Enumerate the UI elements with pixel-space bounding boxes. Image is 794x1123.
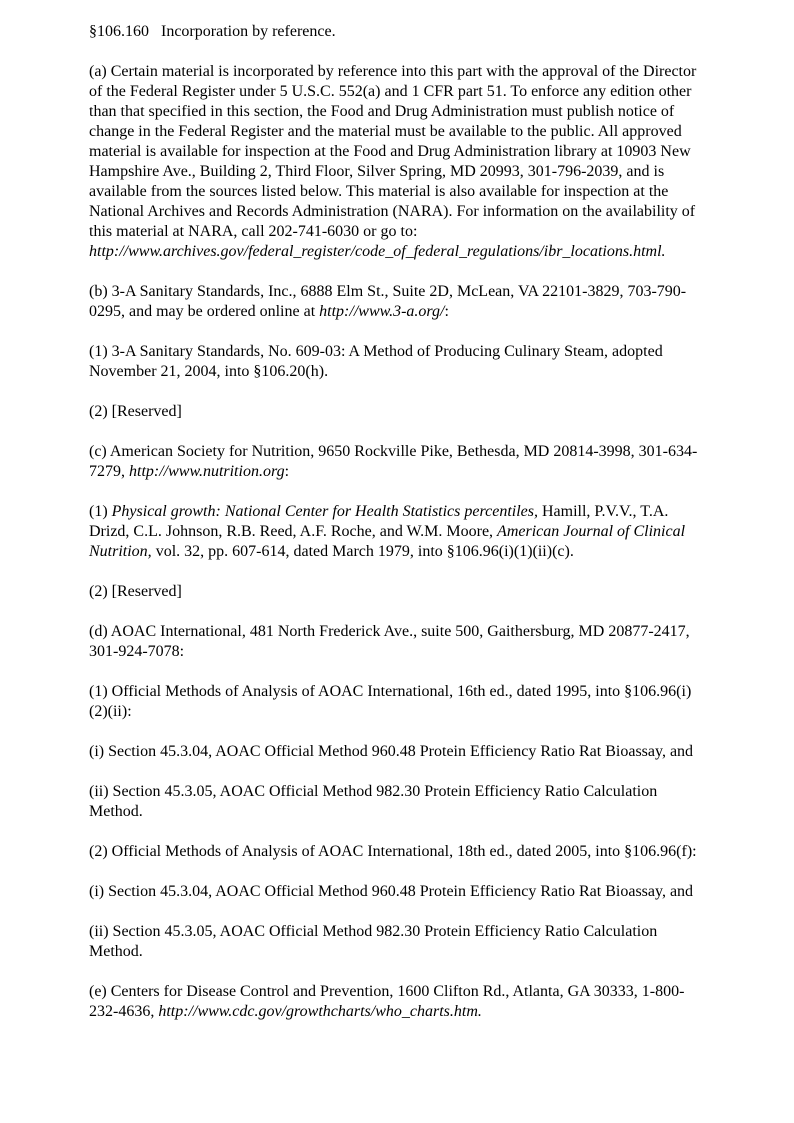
paragraph-b-text: (b) 3-A Sanitary Standards, Inc., 6888 Elm St., Suite 2D, McLean, VA 22101-3829, 703-790-0295, and may be ordered online at bbox=[89, 283, 687, 320]
paragraph-b bbox=[89, 282, 709, 322]
paragraph-a bbox=[89, 62, 709, 262]
paragraph-b2: (2) [Reserved] bbox=[89, 403, 182, 420]
paragraph-d1-ii: (ii) Section 45.3.05, AOAC Official Method 982.30 Protein Efficiency Ratio Calculation Method. bbox=[89, 783, 658, 820]
paragraph-c1-prefix: (1) bbox=[89, 503, 108, 520]
paragraph-b1: (1) 3-A Sanitary Standards, No. 609-03: A Method of Producing Culinary Steam, adopted November 21, 2004, into §106.20(h). bbox=[89, 343, 663, 380]
3a-org-link[interactable]: http://www.3-a.org/ bbox=[319, 303, 445, 320]
nara-ibr-link[interactable]: http://www.archives.gov/federal_register/code_of_federal_regulations/ibr_locations.html. bbox=[89, 243, 666, 260]
paragraph-d1: (1) Official Methods of Analysis of AOAC International, 16th ed., dated 1995, into §106.96(i)(2)(ii): bbox=[89, 683, 692, 720]
section-title: Incorporation by reference. bbox=[161, 23, 336, 40]
paragraph-c1-authors: Hamill, P.V.V., T.A. Drizd, C.L. Johnson, R.B. Reed, A.F. Roche, and W.M. Moore, bbox=[89, 503, 669, 540]
paragraph-c2: (2) [Reserved] bbox=[89, 583, 182, 600]
paragraph-c bbox=[89, 442, 709, 482]
paragraph-d2-i: (i) Section 45.3.04, AOAC Official Method 960.48 Protein Efficiency Ratio Rat Bioassay, and bbox=[89, 883, 694, 900]
paragraph-c1 bbox=[89, 502, 709, 562]
paragraph-c1-title: Physical growth: National Center for Health Statistics percentiles, bbox=[111, 503, 538, 520]
paragraph-d2: (2) Official Methods of Analysis of AOAC International, 18th ed., dated 2005, into §106.96(f): bbox=[89, 843, 697, 860]
section-number: §106.160 bbox=[89, 23, 149, 40]
cdc-growthcharts-link[interactable]: http://www.cdc.gov/growthcharts/who_charts.htm. bbox=[158, 1003, 482, 1020]
paragraph-d1-i: (i) Section 45.3.04, AOAC Official Method 960.48 Protein Efficiency Ratio Rat Bioassay, and bbox=[89, 743, 694, 760]
nutrition-org-link[interactable]: http://www.nutrition.org bbox=[129, 463, 285, 480]
paragraph-b-tail: : bbox=[444, 303, 449, 320]
paragraph-c-text: (c) American Society for Nutrition, 9650 Rockville Pike, Bethesda, MD 20814-3998, 301-634-7279, bbox=[89, 443, 698, 480]
paragraph-a-text: (a) Certain material is incorporated by reference into this part with the approval of the Director of the Federal Register under 5 U.S.C. 552(a) and 1 CFR part 51. To enforce any edition other than that specified in this section, the Food and Drug Administration must publish notice of change in the Federal Register and the material must be available to the public. All approved material is available for inspection at the Food and Drug Administration library at 10903 New Hampshire Ave., Building 2, Third Floor, Silver Spring, MD 20993, 301-796-2039, and is available from the sources listed below. This material is also available for inspection at the National Archives and Records Administration (NARA). For information on the availability of this material at NARA, call 202-741-6030 or go to: bbox=[89, 63, 697, 240]
paragraph-e bbox=[89, 982, 709, 1022]
paragraph-c1-rest: vol. 32, pp. 607-614, dated March 1979, into §106.96(i)(1)(ii)(c). bbox=[155, 543, 574, 560]
section-heading bbox=[89, 22, 709, 42]
document-page bbox=[89, 22, 709, 1042]
paragraph-e-text: (e) Centers for Disease Control and Prevention, 1600 Clifton Rd., Atlanta, GA 30333, 1-800-232-4636, bbox=[89, 983, 685, 1020]
paragraph-d2-ii: (ii) Section 45.3.05, AOAC Official Method 982.30 Protein Efficiency Ratio Calculation Method. bbox=[89, 923, 658, 960]
paragraph-d: (d) AOAC International, 481 North Frederick Ave., suite 500, Gaithersburg, MD 20877-2417, 301-924-7078: bbox=[89, 623, 690, 660]
paragraph-c1-journal: American Journal of Clinical Nutrition, bbox=[89, 523, 686, 560]
paragraph-c-tail: : bbox=[284, 463, 290, 480]
